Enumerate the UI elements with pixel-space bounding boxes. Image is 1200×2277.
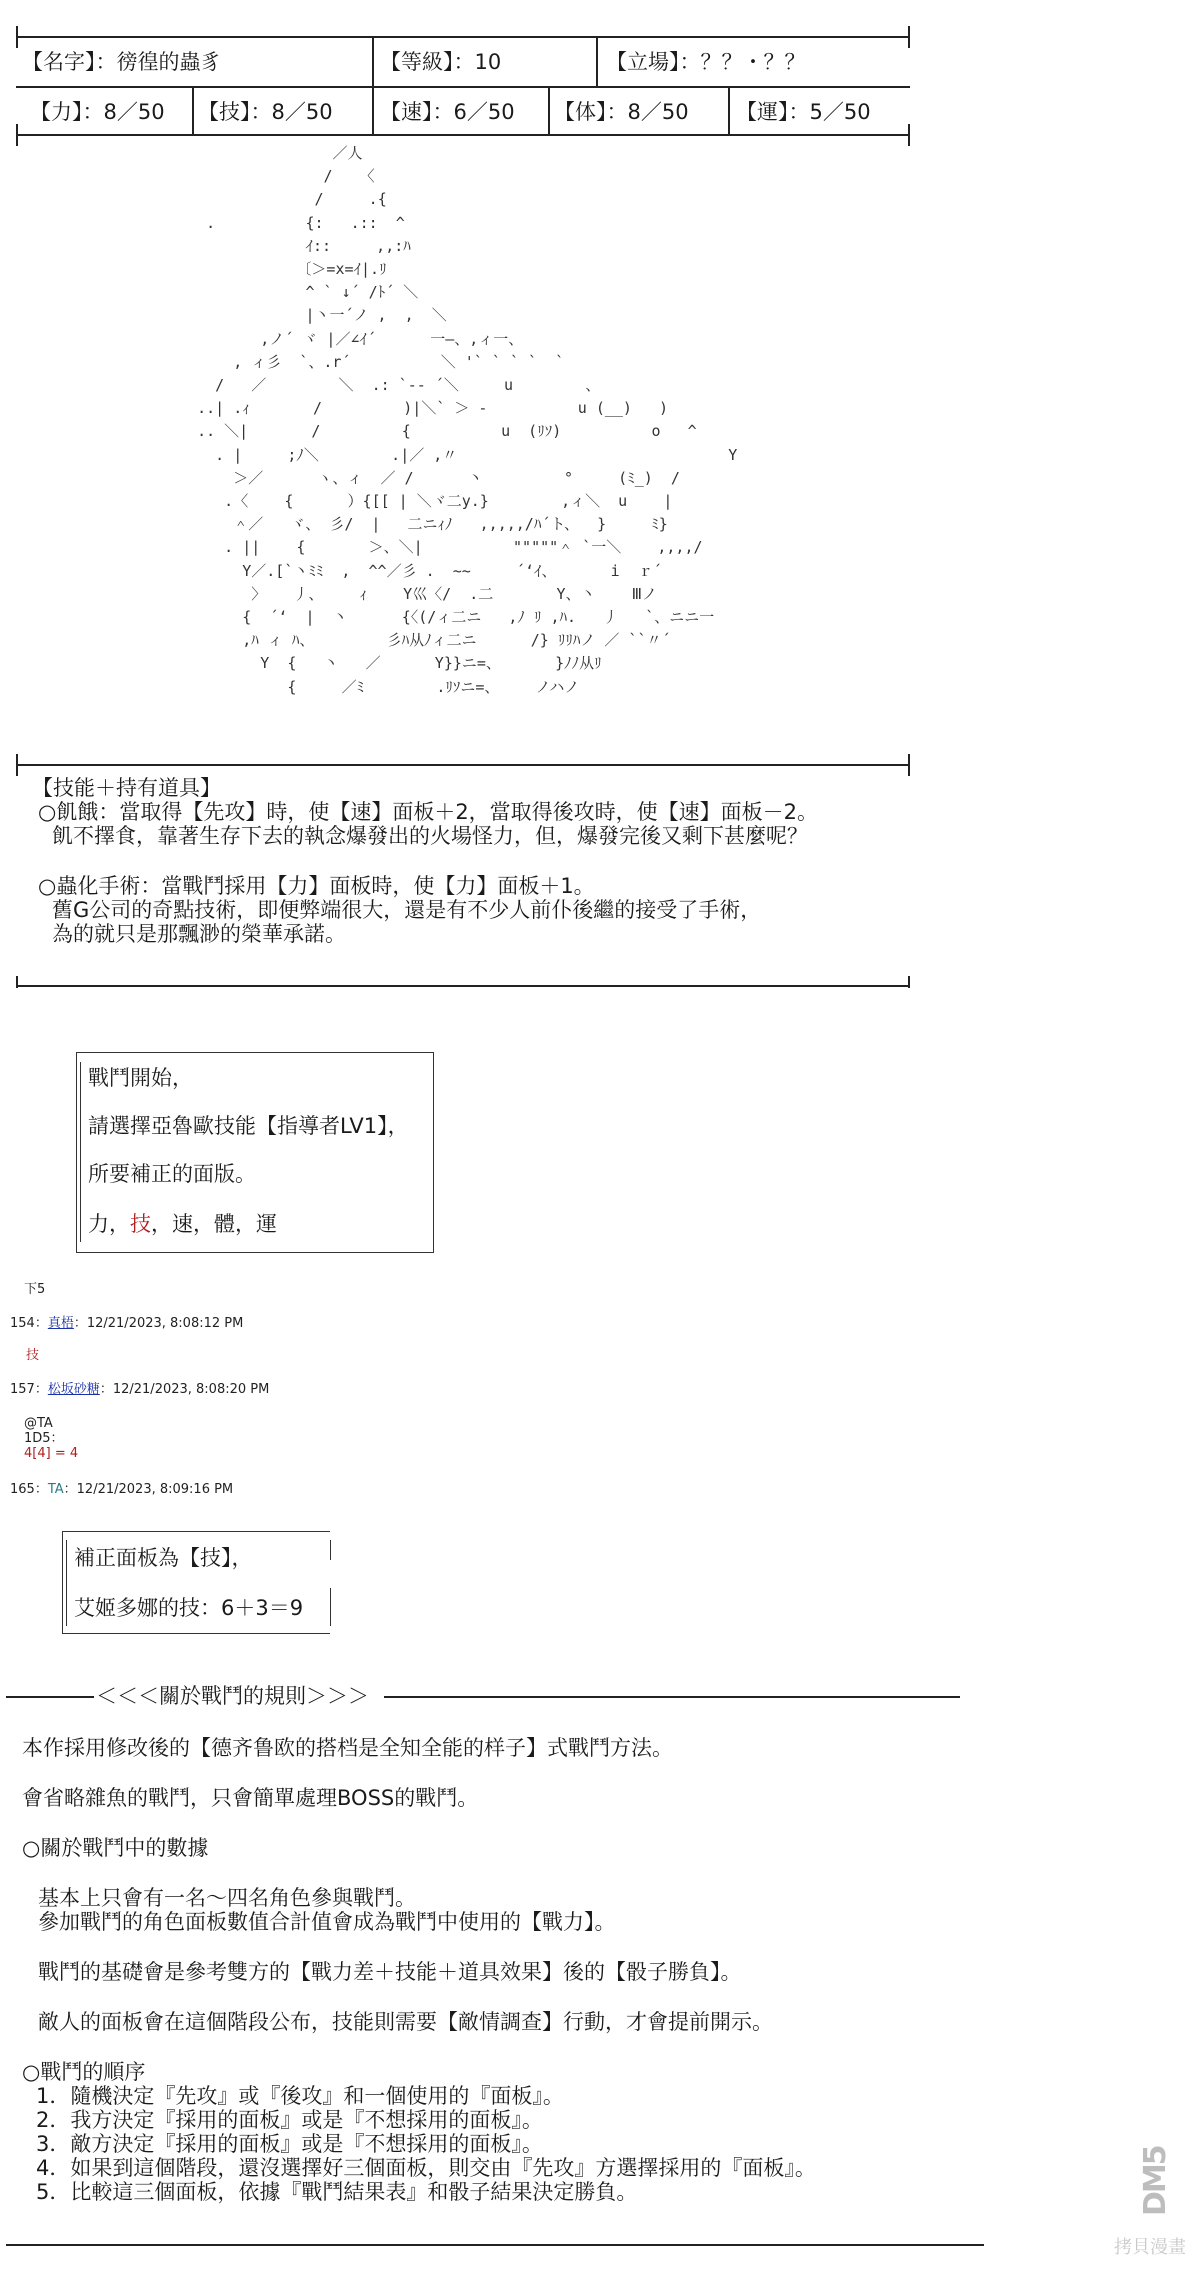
post-157-dice: 1D5： bbox=[24, 1431, 64, 1446]
skill-2-desc-1: 舊G公司的奇點技術，即便弊端很大，還是有不少人前仆後繼的接受了手術， bbox=[52, 898, 762, 922]
result-line-2: 艾姬多娜的技：6＋3＝9 bbox=[74, 1596, 304, 1620]
rules-para-1: 本作採用修改後的【德齐鲁欧的搭档是全知全能的样子】式戰鬥方法。 bbox=[22, 1736, 673, 1760]
rules-order-1: 1．隨機決定『先攻』或『後攻』和一個使用的『面板』。 bbox=[36, 2084, 564, 2108]
post-number: 165： bbox=[10, 1482, 48, 1497]
rules-section-order-heading: ○戰鬥的順序 bbox=[22, 2060, 146, 2084]
stat-luck: 【運】：5／50 bbox=[736, 100, 871, 124]
post-165-header bbox=[10, 1482, 233, 1498]
rules-order-5: 5．比較這三個面板，依據『戰鬥結果表』和骰子結果決定勝負。 bbox=[36, 2180, 638, 2204]
rules-order-3: 3．敵方決定『採用的面板』或是『不想採用的面板』。 bbox=[36, 2132, 543, 2156]
rules-heading: ＜＜＜關於戰鬥的規則＞＞＞ bbox=[96, 1684, 369, 1708]
post-number: 157： bbox=[10, 1382, 48, 1397]
battle-line-3: 所要補正的面版。 bbox=[88, 1162, 256, 1186]
skill-2-desc-2: 為的就只是那飄渺的榮華承諾。 bbox=[52, 922, 346, 946]
post-user-link[interactable]: 松坂砂糖 bbox=[47, 1382, 100, 1397]
rules-order-2: 2．我方決定『採用的面板』或是『不想採用的面板』。 bbox=[36, 2108, 543, 2132]
post-time: ：12/21/2023, 8:08:20 PM bbox=[99, 1382, 270, 1397]
rules-data-3: 戰鬥的基礎會是參考雙方的【戰力差＋技能＋道具效果】後的【骰子勝負】。 bbox=[38, 1960, 742, 1984]
option-rest: ，速，體，運 bbox=[151, 1212, 277, 1236]
battle-line-1: 戰鬥開始， bbox=[88, 1066, 193, 1090]
post-154-body: 技 bbox=[26, 1348, 40, 1363]
skill-1-title: ○飢餓：當取得【先攻】時，使【速】面板＋2，當取得後攻時，使【速】面板－2。 bbox=[38, 800, 819, 824]
post-154-header bbox=[10, 1316, 243, 1332]
post-157-mention: @TA bbox=[24, 1416, 53, 1431]
rules-section-data-heading: ○關於戰鬥中的數據 bbox=[22, 1836, 209, 1860]
status-name: 【名字】：徬徨的蟲豸 bbox=[22, 50, 222, 74]
post-time: ：12/21/2023, 8:09:16 PM bbox=[63, 1482, 234, 1497]
rules-data-1: 基本上只會有一名～四名角色參與戰鬥。 bbox=[38, 1886, 416, 1910]
post-time: ：12/21/2023, 8:08:12 PM bbox=[73, 1316, 244, 1331]
stat-str: 【力】：8／50 bbox=[30, 100, 165, 124]
result-line-1: 補正面板為【技】， bbox=[74, 1546, 253, 1570]
dm5-watermark-logo: DM5 bbox=[1138, 2146, 1173, 2216]
status-level: 【等級】：10 bbox=[380, 50, 502, 74]
post-user-link[interactable]: 真梧 bbox=[47, 1316, 74, 1331]
option-tech-selected: 技 bbox=[130, 1212, 151, 1236]
post-157-header bbox=[10, 1382, 269, 1398]
battle-options bbox=[88, 1212, 277, 1236]
stat-spd: 【速】：6／50 bbox=[380, 100, 515, 124]
site-watermark-text: 拷貝漫畫 bbox=[1114, 2237, 1186, 2258]
battle-line-2: 請選擇亞魯歐技能【指導者LV1】， bbox=[88, 1114, 409, 1138]
skill-2-title: ○蟲化手術：當戰鬥採用【力】面板時，使【力】面板＋1。 bbox=[38, 874, 595, 898]
skill-1-desc: 飢不擇食，靠著生存下去的執念爆發出的火場怪力，但，爆發完後又剩下甚麼呢？ bbox=[52, 824, 808, 848]
below-5-note: 下5 bbox=[24, 1282, 46, 1297]
rules-para-2: 會省略雜魚的戰鬥，只會簡單處理BOSS的戰鬥。 bbox=[22, 1786, 479, 1810]
post-157-dice-result: 4[4] = 4 bbox=[24, 1446, 79, 1461]
option-str: 力， bbox=[88, 1212, 130, 1236]
post-number: 154： bbox=[10, 1316, 48, 1331]
post-user[interactable]: TA bbox=[47, 1482, 64, 1497]
rules-data-4: 敵人的面板會在這個階段公布，技能則需要【敵情調查】行動，才會提前開示。 bbox=[38, 2010, 773, 2034]
stat-tech: 【技】：8／50 bbox=[198, 100, 333, 124]
status-stance: 【立場】：？？・？？ bbox=[606, 50, 806, 74]
ascii-art-figure: ／人 / 〈 / .{ . {: .:: ^ ｲ:: ,,:ﾊ 〔＞=x=ｲ|.ﾘ ^ ` ↓´ /ﾄ´ ＼ |丶一´ノ , , ＼ ,ノ´ ヾ |／∠ｲ´ 一—、,ィ一、 , ィ彡 `、.r´ ＼ '` ` ` ` ` / ／ ＼ .: `-- ´＼ u 、 ..| .ｨ / )|＼` ＞ - u (__) ) .. ＼| / { u (ﾘｿ) o ^ . | ;ﾉ＼ .|／ ,〃 Y ＞／ ヽ、ィ ／ / 丶 ° (ﾐ_) / .〈 { ）{[[ | ＼ヾ二y.} ,ィ＼ u | ＾／ ヾ、 彡/ | 二ニｨﾉ ,,,,,/ﾊ´ト、 } ﾐ} . || { ＞、＼| """""＾ `一＼ ,,,,/ Y／.[`丶ﾐﾐ , ^^／彡 . ~~ ´‘ｲ、 i ｒ´ 〉 丿、 ｨ Y巛〈/ .二 Y、丶 Ⅲノ { ´‘ | 丶 {〈(/ィ二ニ ,ﾉ ﾘ ,ﾊ. 丿 `、ニニ一 ,ﾊ ィ ﾊ、 彡ﾊ从ﾉィ二ニ /} ﾘﾘﾊノ ／ ``〃´ Y { 丶 ／ Y}}ニ=、 }ﾉﾉ从ﾘ { ／ﾐ .ﾘｿニ=、 ノハノ bbox=[197, 144, 738, 696]
stat-body: 【体】：8／50 bbox=[554, 100, 689, 124]
skills-header: 【技能＋持有道具】 bbox=[32, 776, 221, 800]
rules-order-4: 4．如果到這個階段，還沒選擇好三個面板，則交由『先攻』方選擇採用的『面板』。 bbox=[36, 2156, 816, 2180]
rules-data-2: 參加戰鬥的角色面板數值合計值會成為戰鬥中使用的【戰力】。 bbox=[38, 1910, 616, 1934]
